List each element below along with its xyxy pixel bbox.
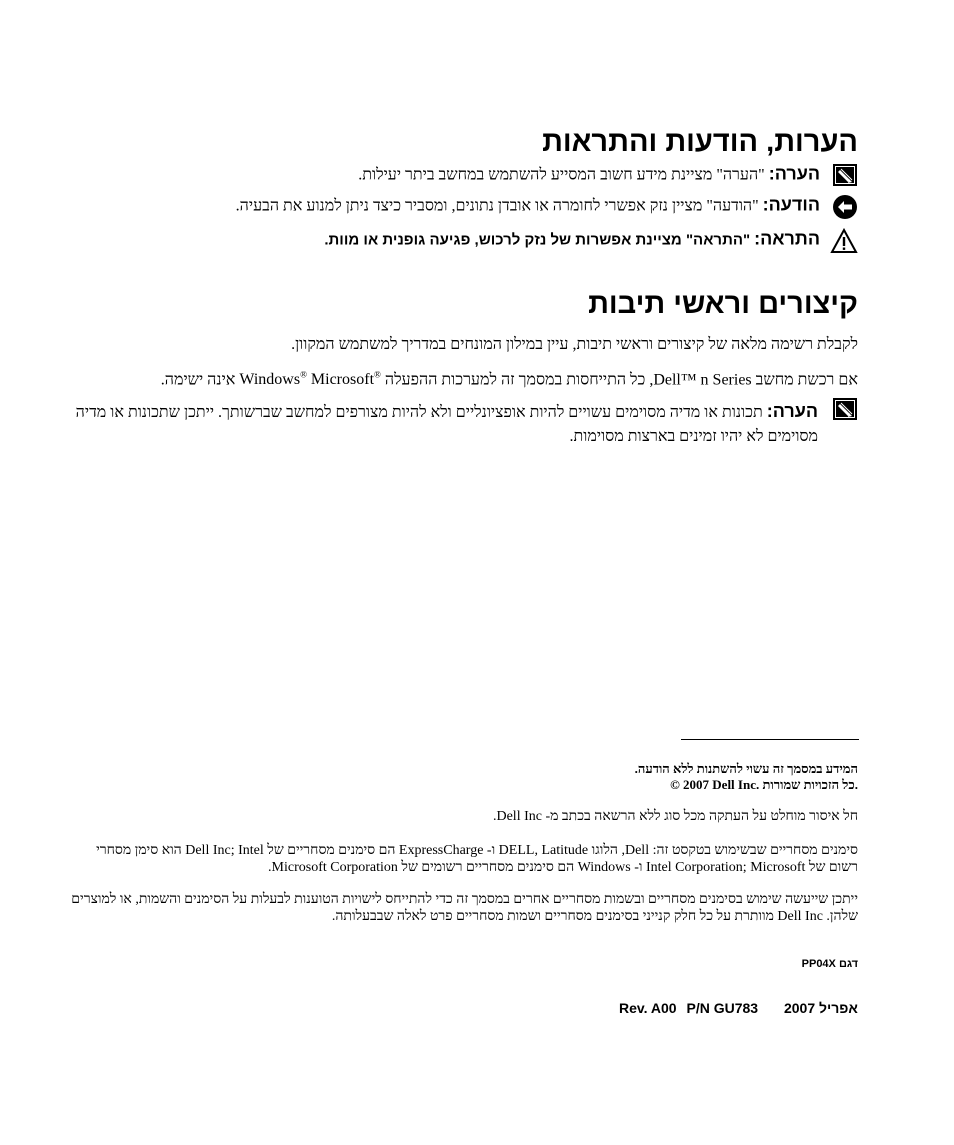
caution-label: התראה: bbox=[754, 228, 820, 249]
footer-divider bbox=[681, 739, 859, 740]
caution-row bbox=[78, 228, 858, 254]
note-text: "הערה" מציינת מידע חשוב המסייע להשתמש במחשב ביתר יעילות. bbox=[358, 166, 765, 184]
note-pencil-icon bbox=[830, 397, 858, 423]
trademarks-paragraph: סימנים מסחריים שבשימוש בטקסט זה: Dell, הלוגו DELL, Latitude ו- ExpressCharge הם סימנים מסחריים של Dell Inc; Intel הוא סימן מסחרי רשום של Intel Corporation; Microsoft ו- Windows הם סימנים מסחריים רשומים של Microsoft Corporation. bbox=[96, 843, 858, 875]
note-text: תכונות או מדיה מסוימים עשויים להיות אופציונליים ולא להיות מצורפים למחשב שברשותך. ייתכן שתכונות או מדיה מסוימים לא יהיו זמינים בארצות מסוימות. bbox=[75, 404, 818, 445]
microsoft-name: Microsoft bbox=[306, 371, 375, 389]
n-series-text-c: , כל התייחסות במסמך זה למערכות ההפעלה bbox=[380, 371, 654, 389]
windows-mark bbox=[239, 371, 380, 388]
reproduction-notice: חל איסור מוחלט על העתקה מכל סוג ללא הרשאה בכתב מ- Dell Inc. bbox=[492, 809, 858, 824]
abbreviations-paragraph: לקבלת רשימה מלאה של קיצורים וראשי תיבות, עיין במילון המונחים במדריך למשתמש המקוון. bbox=[291, 336, 858, 353]
note-row bbox=[78, 163, 858, 189]
change-notice: המידע במסמך זה עשוי להשתנות ללא הודעה. bbox=[634, 761, 858, 776]
other-trademarks-paragraph: ייתכן שייעשה שימוש בסימנים מסחריים ובשמות מסחריים אחרים במסמך זה כדי להתייחס לישויות הטוענות לבעלות על הסימנים והשמות, או למוצרים שלהן. Dell Inc מוותרת על כל חלק קנייני בסימנים מסחריים ושמות מסחריים פרט לאלה שבבעלותה. bbox=[71, 892, 858, 924]
caution-text: "התראה" מציינת אפשרות של נזק לרכוש, פגיעה גופנית או מוות. bbox=[324, 231, 751, 249]
note-label: הערה: bbox=[768, 163, 820, 184]
n-series-text-h: אינה ישימה. bbox=[160, 371, 240, 389]
revision: Rev. A00 bbox=[619, 1000, 677, 1016]
windows-name: Windows bbox=[239, 371, 301, 389]
optional-features-note-body bbox=[70, 399, 818, 449]
part-number: P/N GU783 bbox=[686, 1000, 759, 1016]
section-title-notices: הערות, הודעות והתראות bbox=[542, 126, 858, 158]
notice-text: "הודעה" מציין נזק אפשרי לחומרה או אובדן נתונים, ומסביר כיצד ניתן למנוע את הבעיה. bbox=[235, 197, 759, 215]
n-series-paragraph bbox=[88, 370, 858, 389]
publication-date: אפריל 2007 bbox=[783, 1000, 858, 1016]
windows-reg: ® bbox=[300, 370, 307, 380]
notice-label: הודעה: bbox=[762, 194, 820, 215]
note-pencil-icon bbox=[830, 163, 858, 189]
notice-arrow-icon bbox=[830, 194, 858, 220]
copyright: © 2007 Dell Inc. כל הזכויות שמורות. bbox=[670, 777, 858, 792]
caution-triangle-icon bbox=[830, 228, 858, 254]
revision-line bbox=[619, 1000, 858, 1016]
n-series-product: Dell™ n Series bbox=[653, 371, 752, 389]
optional-features-note bbox=[75, 397, 858, 447]
model-number: דגם PP04X bbox=[801, 958, 858, 970]
microsoft-reg: ® bbox=[374, 370, 381, 380]
section-title-abbreviations: קיצורים וראשי תיבות bbox=[588, 288, 858, 320]
note-label: הערה: bbox=[766, 401, 818, 421]
notice-row bbox=[78, 194, 858, 220]
n-series-text-a: אם רכשת מחשב bbox=[751, 371, 858, 389]
